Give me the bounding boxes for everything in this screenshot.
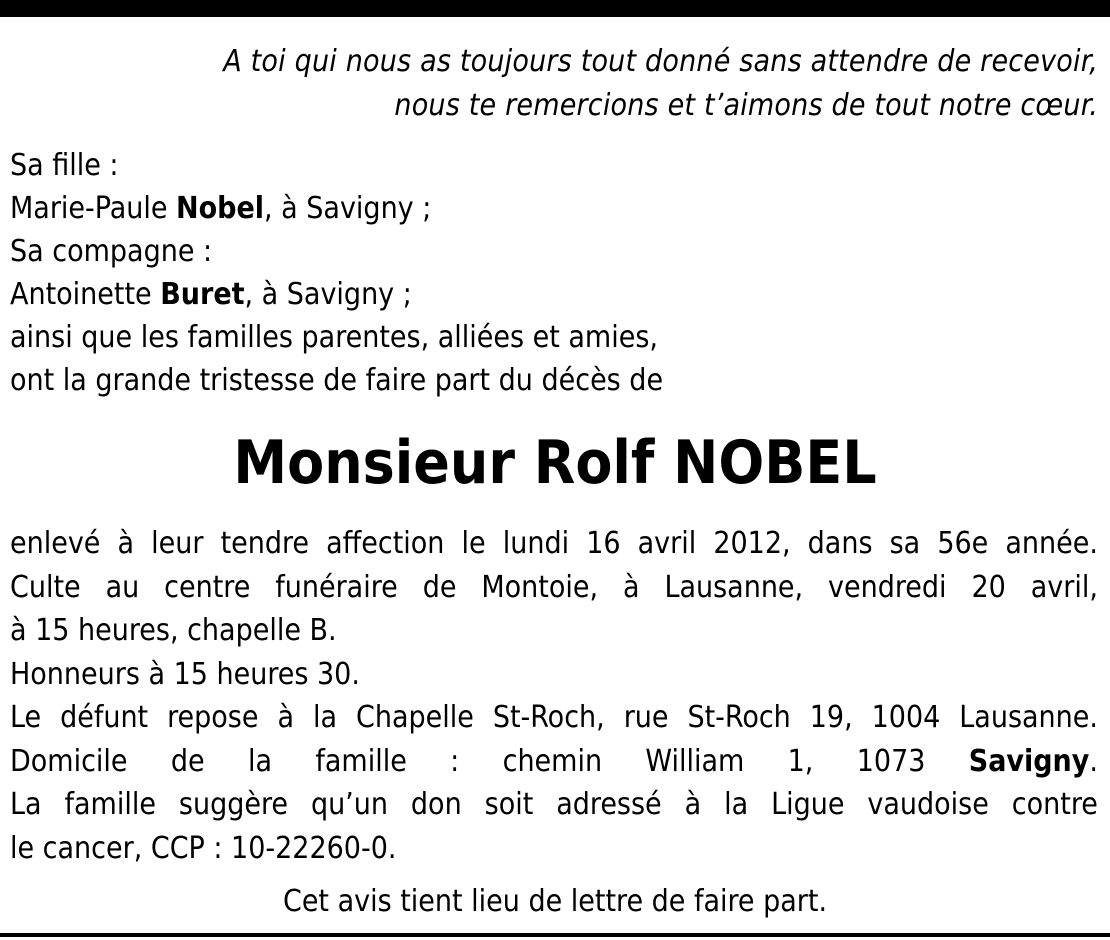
domicile-town-bold: Savigny: [968, 743, 1090, 779]
word: Chapelle: [355, 700, 474, 735]
companion-label: Sa compagne :: [10, 234, 213, 269]
word: William: [645, 743, 745, 779]
word: Lausanne,: [664, 569, 804, 605]
word: le: [461, 526, 486, 561]
word: adressé: [556, 787, 662, 822]
bottom-border-rule: [0, 933, 1110, 937]
word: à: [622, 569, 640, 605]
word: vaudoise: [867, 787, 989, 822]
details-line-2: [10, 566, 1098, 610]
details-line-5: [10, 696, 1098, 740]
word: Culte: [10, 569, 81, 605]
word: funéraire: [275, 569, 398, 605]
word: affection: [326, 526, 445, 561]
word: Lausanne.: [959, 700, 1098, 735]
daughter-label: Sa fille :: [10, 148, 119, 183]
word: lundi: [502, 526, 570, 561]
word: de: [170, 743, 205, 779]
word: avril,: [1030, 569, 1098, 605]
word: année.: [1005, 526, 1098, 561]
companion-first-name: Antoinette: [10, 277, 161, 312]
details-line-4: Honneurs à 15 heures 30.: [10, 656, 360, 692]
word: Le: [10, 700, 42, 735]
details-line-3: à 15 heures, chapelle B.: [10, 613, 337, 648]
dedication-text: [18, 40, 1098, 128]
deceased-name: Monsieur Rolf NOBEL: [233, 428, 877, 498]
word: 19,: [809, 700, 853, 735]
word: 1,: [787, 743, 814, 779]
word: don: [410, 787, 462, 822]
daughter-line: [10, 187, 1100, 230]
word: :: [450, 743, 460, 779]
family-announcement: [10, 144, 1100, 402]
companion-last-name: Buret: [160, 277, 245, 312]
details-line-7: [10, 783, 1098, 827]
word: 1004: [871, 700, 941, 735]
word: famille: [315, 743, 407, 779]
word: 1073: [856, 743, 926, 779]
companion-line: [10, 273, 1100, 316]
daughter-first-name: Marie-Paule: [10, 191, 177, 226]
word: à: [277, 700, 294, 735]
word: avril: [637, 526, 697, 561]
word: repose: [167, 700, 259, 735]
daughter-place: , à Savigny ;: [264, 191, 432, 226]
word: qu’un: [310, 787, 388, 822]
word: vendredi: [828, 569, 947, 605]
word: chemin: [502, 743, 603, 779]
details-line-6: [10, 740, 1098, 784]
word: enlevé: [10, 526, 101, 561]
details-paragraph: [10, 522, 1098, 870]
details-line-8: le cancer, CCP : 10-22260-0.: [10, 830, 397, 866]
domicile-town: [969, 740, 1098, 784]
word: 56e: [937, 526, 989, 561]
word: suggère: [178, 787, 288, 822]
relatives-line: ainsi que les familles parentes, alliées et amies,: [10, 320, 658, 355]
word: Ligue: [771, 787, 845, 822]
word: à: [117, 526, 135, 561]
word: rue: [623, 700, 669, 735]
word: la: [724, 787, 749, 822]
word: au: [105, 569, 140, 605]
footer-note: Cet avis tient lieu de lettre de faire part.: [282, 884, 828, 919]
word: St-Roch,: [492, 700, 605, 735]
word: 16: [586, 526, 621, 561]
word: tendre: [220, 526, 310, 561]
word: La: [10, 787, 42, 822]
word: défunt: [60, 700, 149, 735]
top-border-rule: [0, 0, 1110, 17]
word: Domicile: [10, 743, 128, 779]
domicile-town-period: .: [1089, 743, 1098, 779]
word: sa: [889, 526, 921, 561]
word: dans: [807, 526, 873, 561]
word: famille: [64, 787, 156, 822]
details-line-1: [10, 522, 1098, 566]
companion-place: , à Savigny ;: [244, 277, 412, 312]
dedication-line-2: nous te remercions et t’aimons de tout notre cœur.: [394, 88, 1098, 123]
word: 20: [971, 569, 1006, 605]
word: centre: [164, 569, 251, 605]
word: la: [247, 743, 273, 779]
word: soit: [484, 787, 534, 822]
word: la: [312, 700, 338, 735]
word: Montoie,: [481, 569, 599, 605]
word: St-Roch: [687, 700, 791, 735]
dedication-line-1: A toi qui nous as toujours tout donné sans attendre de recevoir,: [223, 44, 1098, 79]
announcement-line: ont la grande tristesse de faire part du décès de: [10, 363, 664, 398]
word: de: [422, 569, 457, 605]
word: leur: [151, 526, 204, 561]
word: contre: [1011, 787, 1098, 822]
word: à: [684, 787, 702, 822]
word: 2012,: [713, 526, 791, 561]
daughter-last-name: Nobel: [176, 191, 265, 226]
